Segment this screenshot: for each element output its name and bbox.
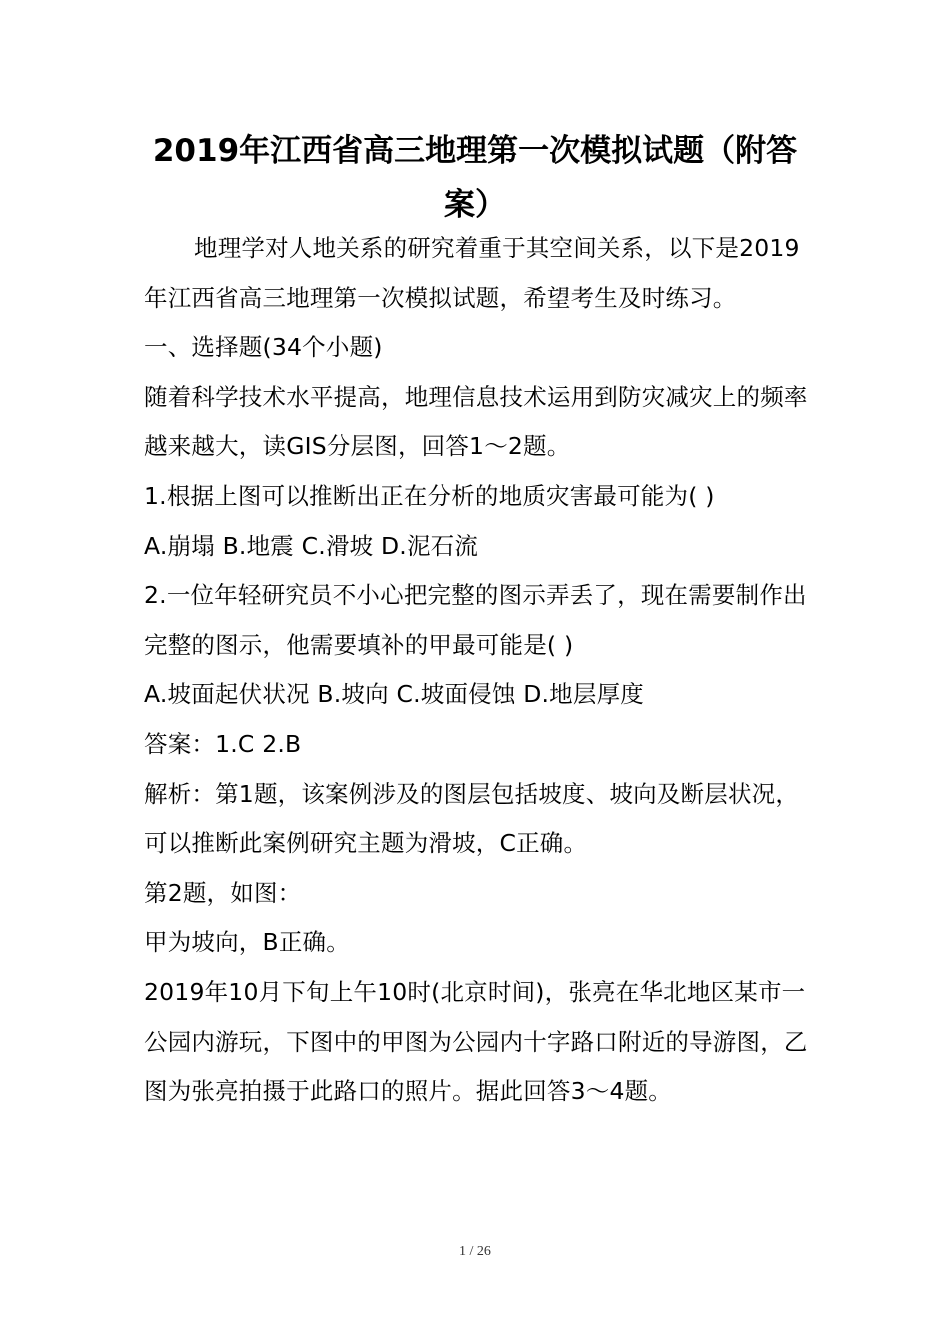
- explanation-2: 第2题，如图：: [144, 878, 302, 907]
- page-number: 1 / 26: [459, 1244, 491, 1259]
- section-heading: 一、选择题(34个小题): [144, 333, 383, 362]
- intro-paragraph: 地理学对人地关系的研究着重于其空间关系，以下是2019年江西省高三地理第一次模拟试题，希望考生及时练习。: [144, 234, 800, 312]
- answer-line: 答案：1.C 2.B: [144, 729, 302, 758]
- document-title: 2019年江西省高三地理第一次模拟试题（附答案）: [152, 133, 798, 223]
- question-context-2: 2019年10月下旬上午10时(北京时间)，张亮在华北地区某市一公园内游玩，下图中的甲图为公园内十字路口附近的导游图，乙图为张亮拍摄于此路口的照片。据此回答3～4题。: [144, 977, 808, 1106]
- explanation-2-conclusion: 甲为坡向，B正确。: [144, 928, 350, 957]
- document-body: [144, 224, 808, 1117]
- question-context-1: 随着科学技术水平提高，地理信息技术运用到防灾减灾上的频率越来越大，读GIS分层图，回答1～2题。: [144, 382, 808, 461]
- question-1: 1.根据上图可以推断出正在分析的地质灾害最可能为( ): [144, 481, 715, 510]
- question-2-options: A.坡面起伏状况 B.坡向 C.坡面侵蚀 D.地层厚度: [144, 680, 644, 709]
- question-1-options: A.崩塌 B.地震 C.滑坡 D.泥石流: [144, 531, 479, 560]
- explanation-1: 解析：第1题，该案例涉及的图层包括坡度、坡向及断层状况，可以推断此案例研究主题为滑坡，C正确。: [144, 779, 800, 858]
- question-2: 2.一位年轻研究员不小心把完整的图示弄丢了，现在需要制作出完整的图示，他需要填补的甲最可能是( ): [144, 581, 807, 659]
